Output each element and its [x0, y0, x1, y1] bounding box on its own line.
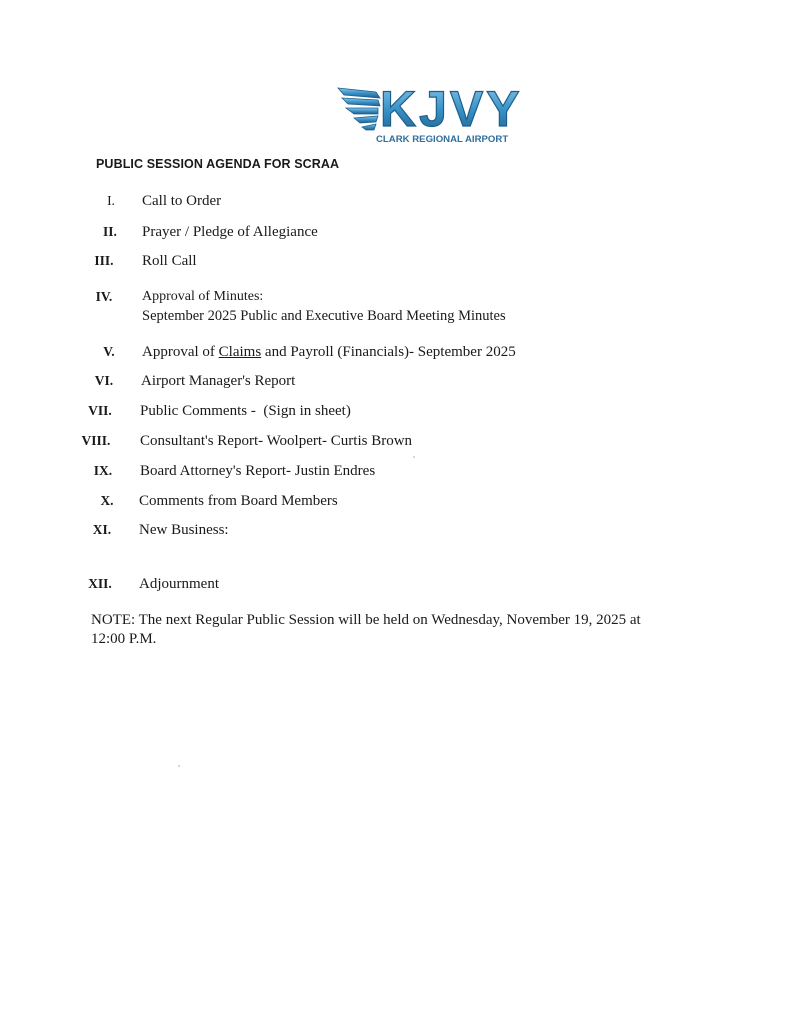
agenda-item — [0, 193, 791, 213]
agenda-numeral: IX. — [93, 463, 113, 478]
claims-link: Claims — [218, 344, 262, 360]
agenda-item — [0, 576, 791, 596]
agenda-item — [0, 463, 791, 483]
logo-subtitle: CLARK REGIONAL AIRPORT — [376, 134, 509, 145]
agenda-text: Airport Manager's Report — [141, 373, 296, 389]
agenda-text — [142, 344, 516, 361]
agenda-item — [0, 344, 791, 364]
agenda-item — [0, 224, 791, 244]
agenda-numeral: I. — [107, 193, 115, 208]
agenda-text: Approval of Minutes: — [142, 289, 264, 304]
logo-letters: KJVY — [380, 82, 523, 137]
agenda-item — [0, 253, 791, 273]
note-line-2: 12:00 P.M. — [91, 631, 157, 647]
agenda-item — [0, 373, 791, 393]
agenda-numeral: XII. — [88, 576, 112, 591]
agenda-numeral: IV. — [95, 289, 113, 304]
agenda-text-after: and Payroll (Financials)- September 2025 — [261, 344, 516, 360]
agenda-text: Board Attorney's Report- Justin Endres — [140, 463, 376, 479]
wing-icon — [338, 88, 380, 130]
agenda-numeral: XI. — [92, 522, 112, 537]
agenda-numeral: V. — [103, 344, 115, 359]
agenda-subtext: September 2025 Public and Executive Board Meeting Minutes — [142, 308, 506, 324]
agenda-numeral: III. — [94, 253, 114, 268]
scan-speck — [413, 456, 415, 458]
agenda-text: Comments from Board Members — [139, 493, 338, 509]
agenda-text: Call to Order — [142, 193, 222, 209]
agenda-numeral: VII. — [88, 403, 112, 418]
agenda-numeral: VI. — [94, 373, 114, 388]
agenda-text: Prayer / Pledge of Allegiance — [142, 224, 318, 240]
agenda-item — [0, 289, 791, 329]
agenda-item — [0, 403, 791, 423]
agenda-text: Consultant's Report- Woolpert- Curtis Brown — [140, 433, 413, 449]
agenda-numeral: VIII. — [81, 433, 111, 448]
agenda-text: Adjournment — [139, 576, 219, 592]
agenda-text: Public Comments - (Sign in sheet) — [140, 403, 351, 419]
scan-speck — [178, 765, 180, 767]
agenda-item — [0, 433, 791, 453]
agenda-numeral: II. — [103, 224, 117, 239]
note-line-1: NOTE: The next Regular Public Session will be held on Wednesday, November 19, 2025 at — [91, 612, 641, 628]
agenda-heading: PUBLIC SESSION AGENDA FOR SCRAA — [96, 157, 340, 171]
agenda-item — [0, 493, 791, 513]
agenda-text: Roll Call — [142, 253, 197, 269]
agenda-numeral: X. — [100, 493, 114, 508]
kjvy-logo — [336, 82, 536, 148]
agenda-text-before: Approval of — [142, 344, 219, 360]
agenda-text: New Business: — [139, 522, 229, 538]
logo-graphic — [336, 82, 536, 148]
next-session-note — [91, 611, 691, 649]
agenda-item — [0, 522, 791, 542]
